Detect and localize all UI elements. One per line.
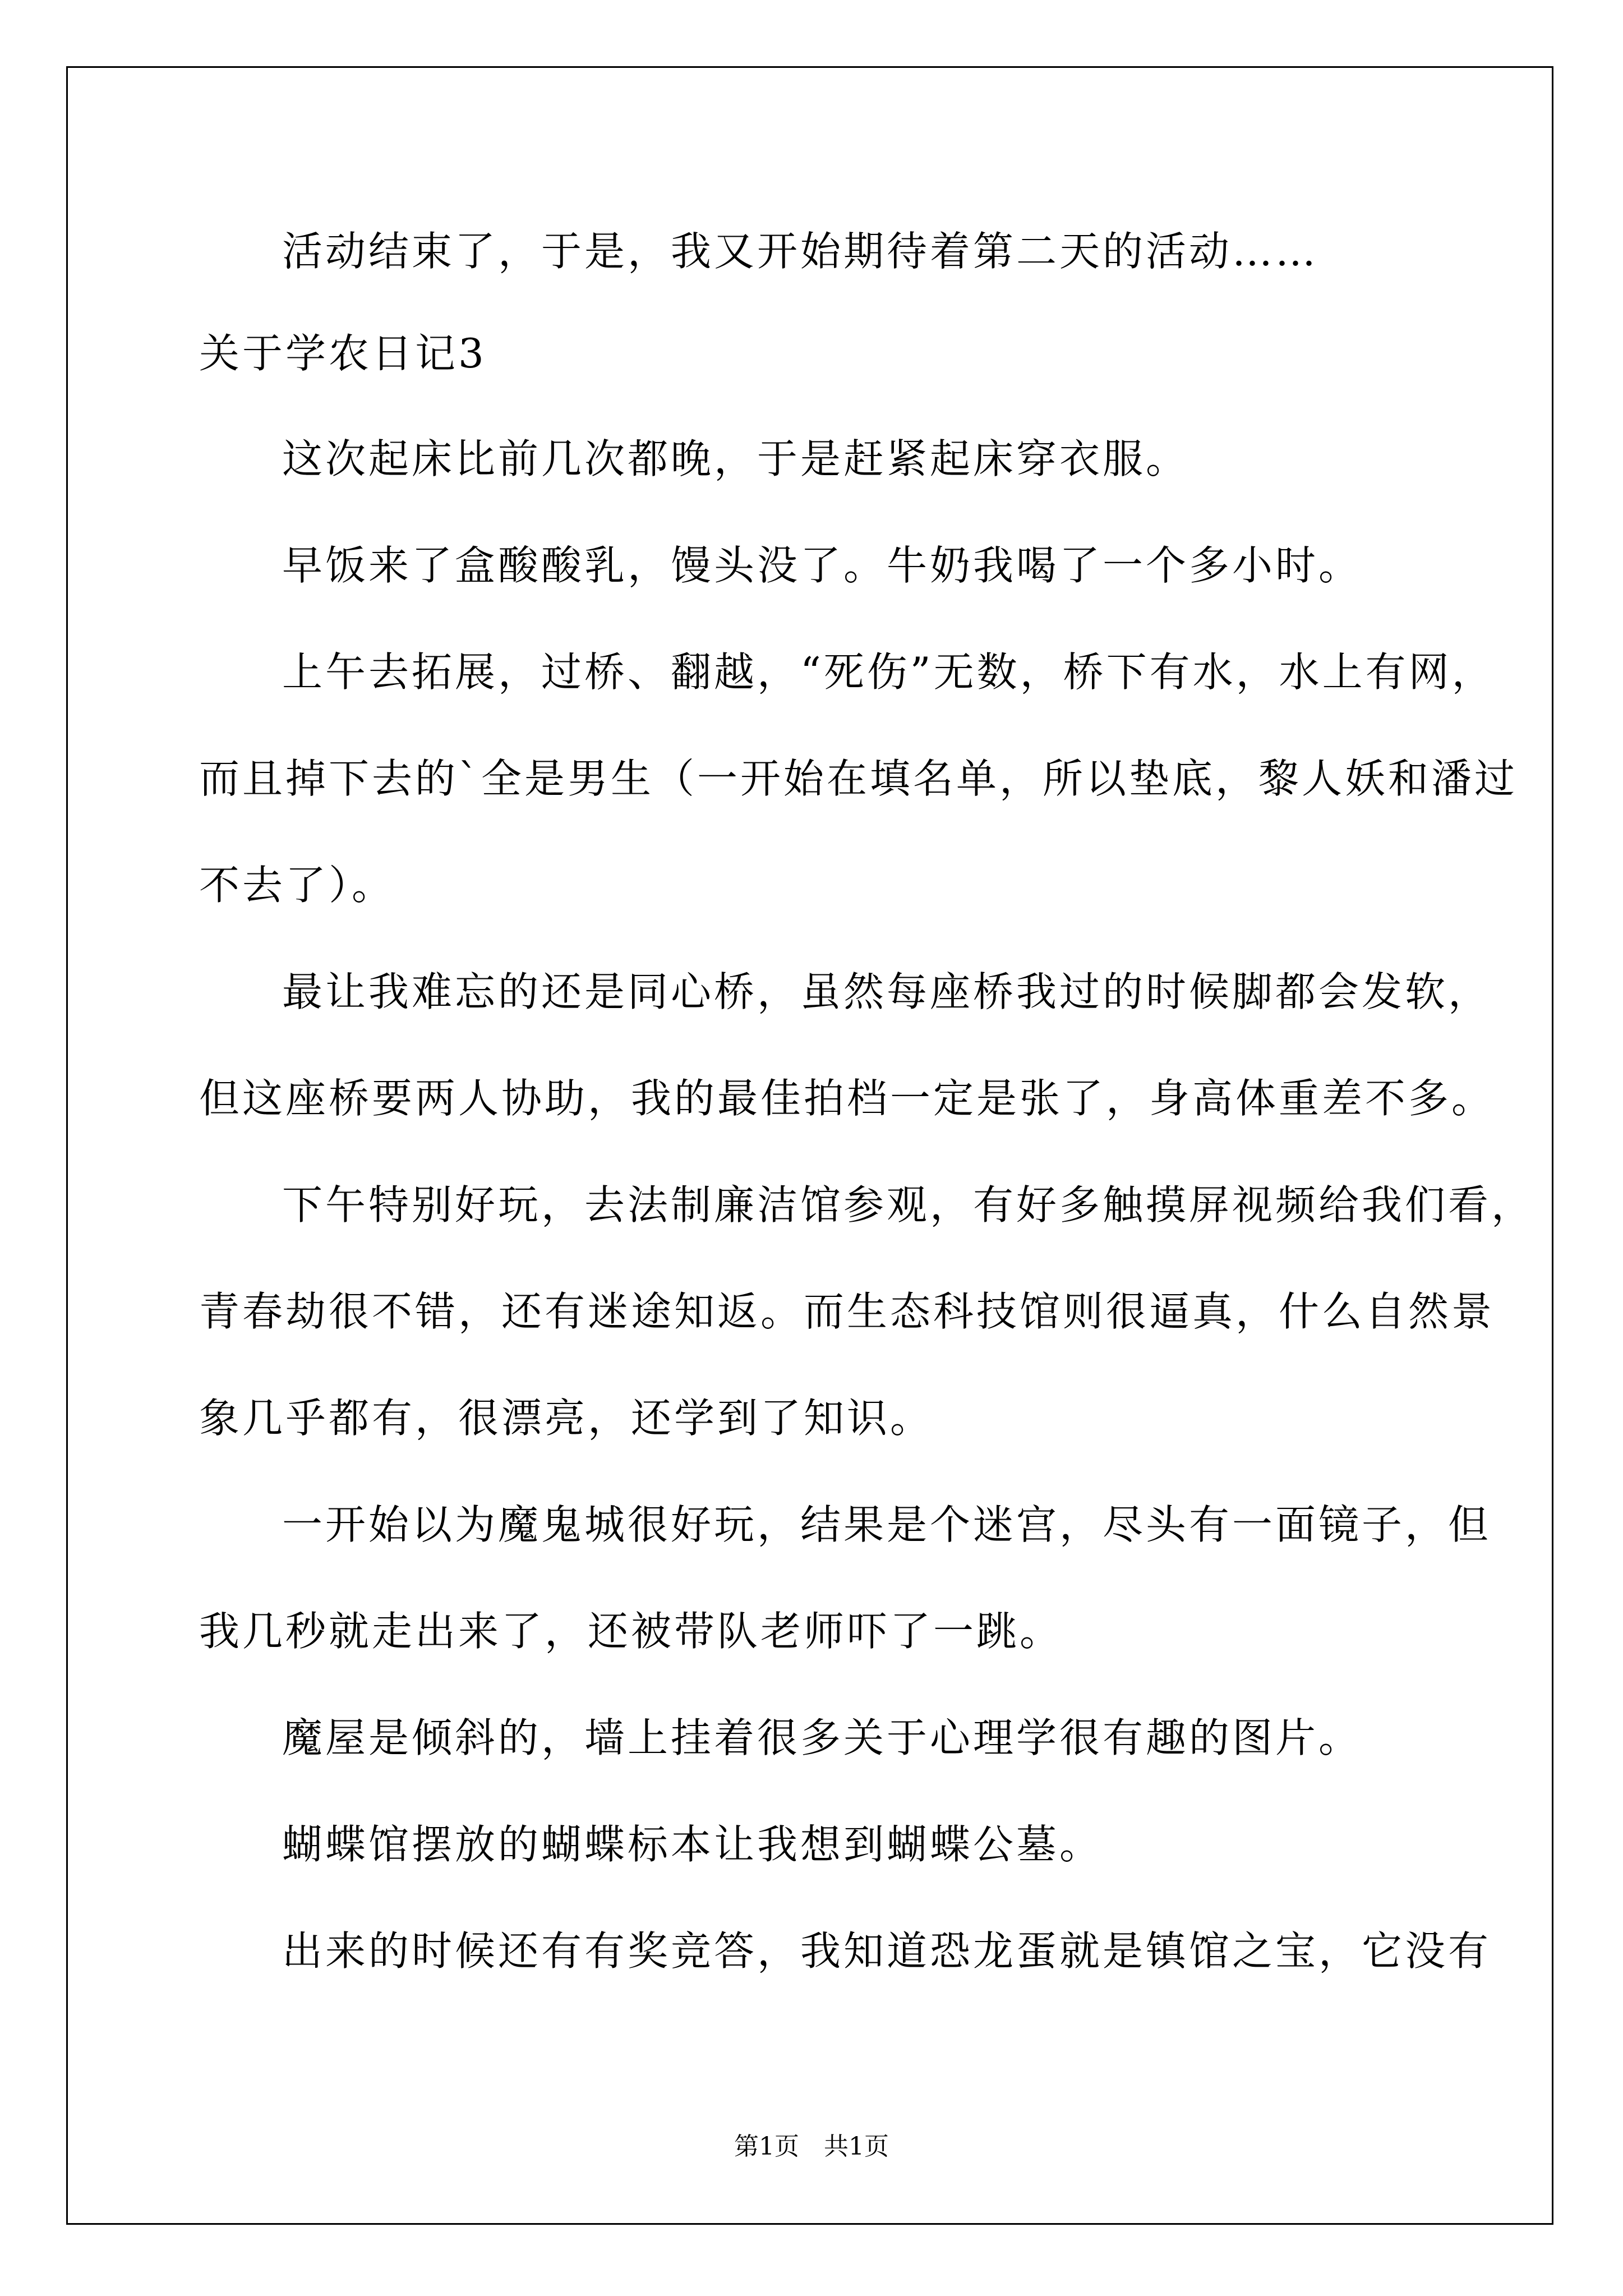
page-footer: 第1页 共1页: [734, 2132, 889, 2161]
body-line: 早饭来了盒酸酸乳，馒头没了。牛奶我喝了一个多小时。: [282, 542, 1362, 589]
body-line: 蝴蝶馆摆放的蝴蝶标本让我想到蝴蝶公墓。: [282, 1821, 1103, 1868]
body-line: 魔屋是倾斜的，墙上挂着很多关于心理学很有趣的图片。: [282, 1714, 1362, 1761]
body-line: 不去了）。: [199, 862, 395, 909]
body-line: 一开始以为魔鬼城很好玩，结果是个迷宫，尽头有一面镜子，但: [282, 1501, 1492, 1548]
body-line: 而且掉下去的`全是男生（一开始在填名单，所以垫底，黎人妖和潘过: [199, 755, 1518, 802]
body-line: 上午去拓展，过桥、翻越，“死伤”无数，桥下有水，水上有网，: [282, 648, 1495, 696]
body-line: 下午特别好玩，去法制廉洁馆参观，有好多触摸屏视频给我们看，: [282, 1181, 1535, 1228]
body-line: 但这座桥要两人协助，我的最佳拍档一定是张了，身高体重差不多。: [199, 1075, 1495, 1122]
body-line: 活动结束了，于是，我又开始期待着第二天的活动……: [282, 228, 1319, 275]
page-border: [66, 66, 1553, 2225]
body-line: 最让我难忘的还是同心桥，虽然每座桥我过的时候脚都会发软，: [282, 968, 1492, 1015]
body-line: 我几秒就走出来了，还被带队老师吓了一跳。: [199, 1608, 1063, 1655]
body-line: 象几乎都有，很漂亮，还学到了知识。: [199, 1395, 934, 1442]
section-heading: 关于学农日记3: [199, 330, 487, 377]
body-line: 出来的时候还有有奖竞答，我知道恐龙蛋就是镇馆之宝，它没有: [282, 1927, 1492, 1975]
body-line: 青春劫很不错，还有迷途知返。而生态科技馆则很逼真，什么自然景: [199, 1288, 1495, 1335]
body-line: 这次起床比前几次都晚，于是赶紧起床穿衣服。: [282, 435, 1189, 482]
